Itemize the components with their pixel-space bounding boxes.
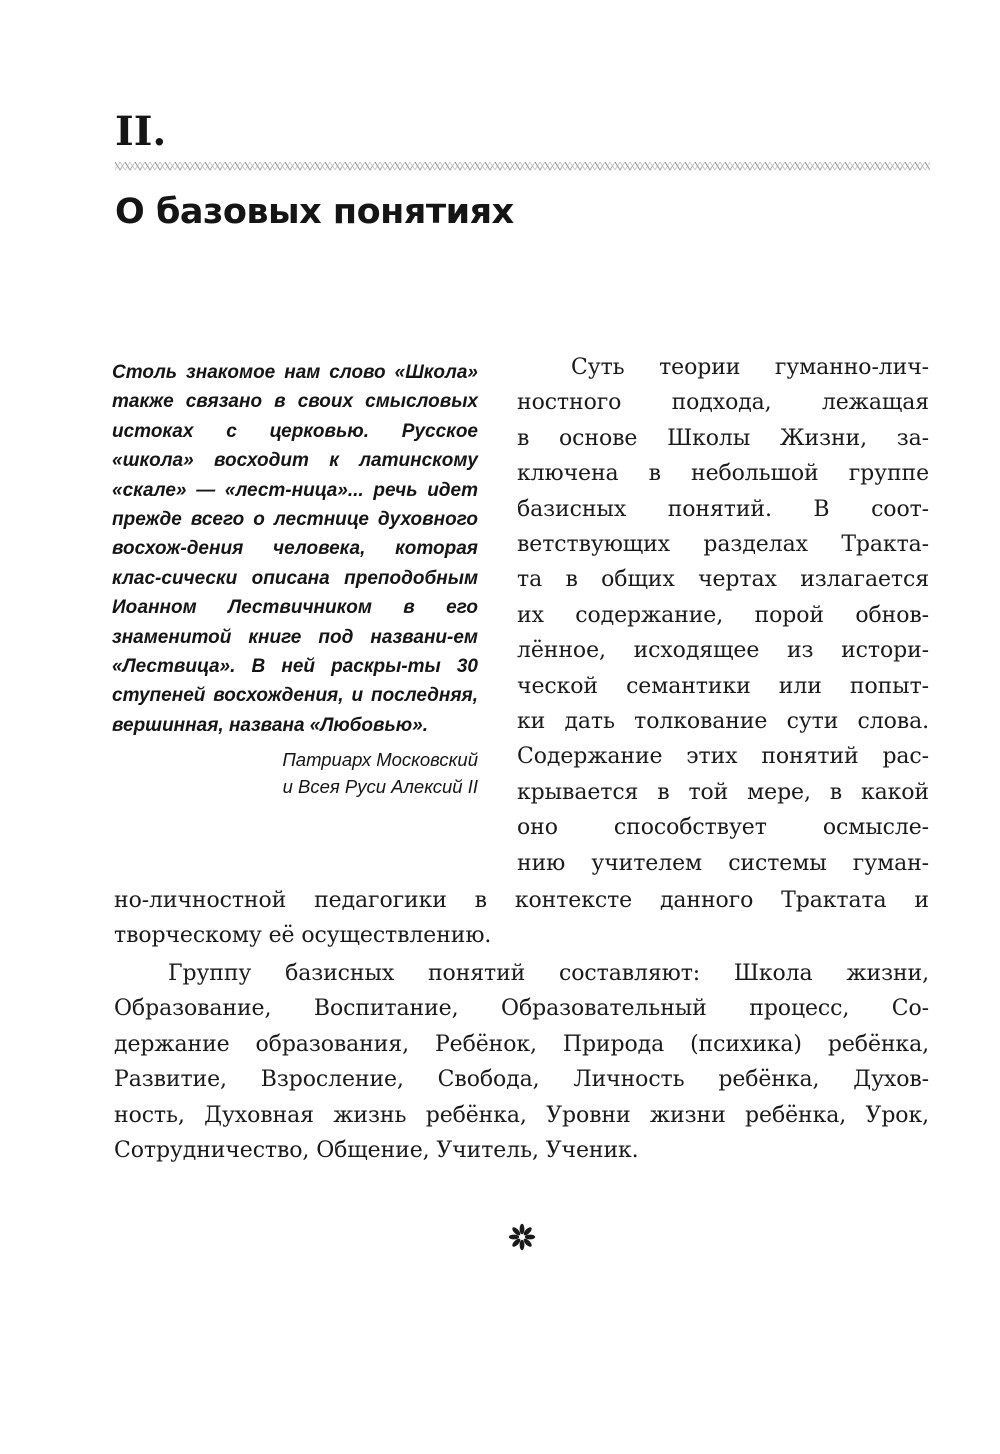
text-line: лённое, исходящее из истори- [517, 638, 929, 664]
epigraph-author-line: и Всея Руси Алексий II [282, 776, 478, 798]
text-line: ность, Духовная жизнь ребёнка, Уровни жизни ребёнка, Урок, [114, 1102, 929, 1128]
asterism-flower-icon [507, 1222, 537, 1252]
text-line: Группу базисных понятий составляют: Школа жизни, [168, 961, 929, 986]
text-line: Сотрудничество, Общение, Учитель, Ученик. [114, 1138, 639, 1164]
text-line: крывается в той мере, в какой [517, 779, 929, 805]
text-line: ки дать толкование сути слова. [517, 709, 929, 735]
paragraph-1-continuation [114, 883, 929, 954]
text-line: их содержание, порой обнов- [517, 602, 929, 628]
chapter-title: О базовых понятиях [115, 192, 514, 232]
text-line: базисных понятий. В соот- [517, 496, 929, 522]
text-line: в основе Школы Жизни, за- [517, 425, 929, 451]
text-line: Содержание этих понятий рас- [517, 744, 929, 770]
text-line: нию учителем системы гуман- [517, 850, 929, 876]
epigraph-quote: Столь знакомое нам слово «Школа» также связано в своих смысловых истоках с церковью. Русское «школа» восходит к латинскому «скале» — «лест-ница»... речь идет прежде всего о лестнице духовного восхож-дения человека, которая клас-сически описана преподобным Иоанном Лествичником в его знаменитой книге под названи-ем «Лествица». В ней раскры-ты 30 ступеней восхождения, и последняя, вершинная, названа «Любовью». [112, 362, 478, 736]
text-line: оно способствует осмысле- [517, 815, 929, 841]
text-line: Суть теории гуманно-лич- [571, 355, 929, 380]
chapter-number: II. [115, 108, 167, 155]
text-line: ностного подхода, лежащая [517, 390, 929, 416]
text-line: творческому её осуществлению. [114, 923, 492, 949]
text-line: та в общих чертах излагается [517, 567, 929, 593]
text-line: ключена в небольшой группе [517, 461, 929, 487]
text-line: ветствующих разделах Тракта- [517, 532, 929, 558]
epigraph-author [112, 746, 478, 800]
text-line: Развитие, Взросление, Свобода, Личность ребёнка, Духов- [114, 1067, 929, 1093]
decorative-divider-icon [115, 160, 930, 172]
paragraph-1-column [517, 350, 929, 881]
text-line: держание образования, Ребёнок, Природа (психика) ребёнка, [114, 1031, 929, 1057]
epigraph [112, 358, 478, 800]
epigraph-author-line: Патриарх Московский [282, 749, 478, 771]
paragraph-2 [114, 956, 929, 1168]
text-line: Образование, Воспитание, Образовательный процесс, Со- [114, 996, 929, 1022]
text-line: ческой семантики или попыт- [517, 673, 929, 699]
text-line: но-личностной педагогики в контексте данного Трактата и [114, 888, 929, 913]
